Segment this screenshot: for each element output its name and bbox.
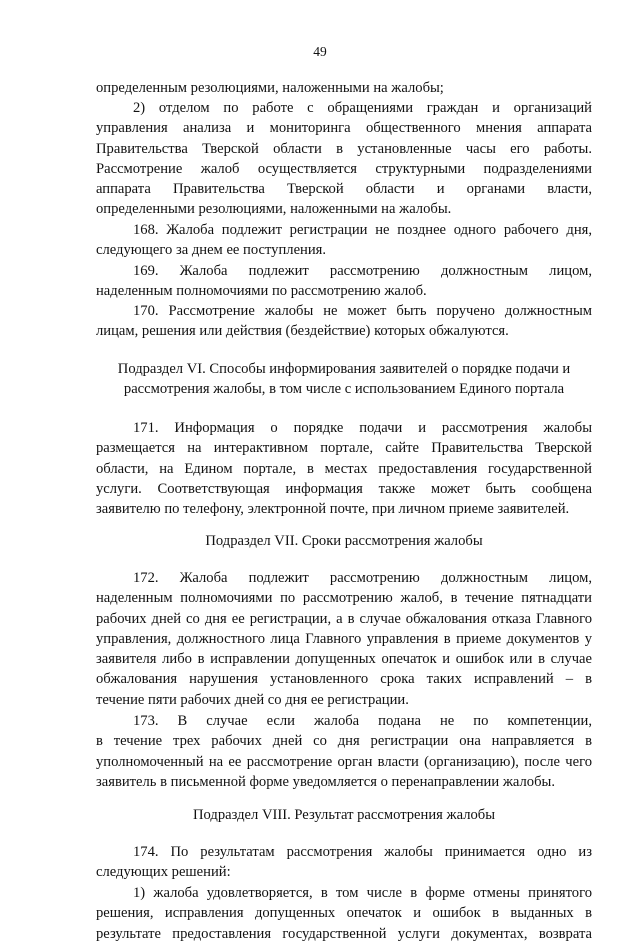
text-line: 170. Рассмотрение жалобы не может быть поручено должностным bbox=[133, 303, 592, 319]
text-line: уполномоченный на ее рассмотрение орган власти (организацию), после чего bbox=[96, 753, 592, 770]
text-line: следующих решений: bbox=[96, 864, 231, 881]
text-line: результате предоставления государственной услуги документах, возврата bbox=[96, 925, 592, 942]
text-line: 2) отделом по работе с обращениями граждан и организаций bbox=[133, 100, 592, 116]
text-line: аппарата Правительства Тверской области и органами власти, bbox=[96, 181, 592, 198]
text-line: Рассмотрение жалоб осуществляется структурными подразделениями bbox=[96, 160, 592, 177]
text-line: управления анализа и мониторинга общественного мнения аппарата bbox=[96, 120, 592, 137]
section-heading-6 bbox=[96, 359, 592, 400]
heading-line: Подраздел VIII. Результат рассмотрения жалобы bbox=[193, 807, 495, 823]
text-line: течение пяти рабочих дней со дня ее регистрации. bbox=[96, 691, 409, 708]
text-line: Правительства Тверской области в установленные часы его работы. bbox=[96, 140, 592, 157]
paragraph-continuation bbox=[96, 78, 592, 98]
text-line: 169. Жалоба подлежит рассмотрению должностным лицом, bbox=[133, 263, 592, 279]
text-line: 172. Жалоба подлежит рассмотрению должностным лицом, bbox=[133, 570, 592, 586]
text-line: 174. По результатам рассмотрения жалобы принимается одно из bbox=[133, 844, 592, 860]
section-heading-7 bbox=[96, 531, 592, 551]
text-line: рабочих дней со дня ее регистрации, а в случае обжалования отказа Главного bbox=[96, 610, 592, 627]
text-line: области, на Едином портале, в местах предоставления государственной bbox=[96, 460, 592, 477]
text-line: заявитель в письменной форме уведомляется о перенаправлении жалобы. bbox=[96, 773, 555, 790]
text-line: решения, исправления допущенных опечаток и ошибок в выданных в bbox=[96, 905, 592, 922]
text-line: управления, должностного лица Главного управления в приеме документов у bbox=[96, 630, 592, 647]
paragraph-item-2 bbox=[96, 98, 592, 220]
text-line: определенными резолюциями, наложенными на жалобы. bbox=[96, 201, 452, 218]
section-heading-8 bbox=[96, 805, 592, 825]
text-line: определенным резолюциями, наложенными на жалобы; bbox=[96, 80, 444, 96]
text-line: размещается на интерактивном портале, сайте Правительства Тверской bbox=[96, 440, 592, 457]
text-line: лицам, решения или действия (бездействие) которых обжалуются. bbox=[96, 323, 509, 340]
paragraph-172 bbox=[96, 568, 592, 710]
text-line: следующего за днем ее поступления. bbox=[96, 242, 327, 259]
page-number: 49 bbox=[313, 44, 327, 59]
paragraph-171 bbox=[96, 418, 592, 519]
paragraph-168 bbox=[96, 220, 592, 261]
text-line: заявителю по телефону, электронной почте, при личном приеме заявителей. bbox=[96, 501, 570, 518]
paragraph-174 bbox=[96, 842, 592, 883]
text-line: заявителя либо в исправлении допущенных опечаток и ошибок или в случае bbox=[96, 651, 592, 668]
paragraph-173 bbox=[96, 711, 592, 792]
text-line: 1) жалоба удовлетворяется, в том числе в форме отмены принятого bbox=[133, 885, 592, 901]
paragraph-169 bbox=[96, 261, 592, 302]
text-line: в течение трех рабочих дней со дня регистрации она направляется в bbox=[96, 733, 592, 750]
heading-line: Подраздел VII. Сроки рассмотрения жалобы bbox=[205, 533, 483, 549]
text-line: 168. Жалоба подлежит регистрации не позднее одного рабочего дня, bbox=[133, 222, 592, 238]
heading-line: рассмотрения жалобы, в том числе с использованием Единого портала bbox=[123, 381, 565, 398]
paragraph-170 bbox=[96, 301, 592, 342]
text-line: обжалования нарушения установленного срока таких исправлений – в bbox=[96, 671, 592, 688]
text-line: услуги. Соответствующая информация также может быть сообщена bbox=[96, 480, 592, 497]
paragraph-174-item-1 bbox=[96, 883, 592, 944]
text-line: 173. В случае если жалоба подана не по компетенции, bbox=[133, 713, 592, 729]
text-line: наделенным полномочиями по рассмотрению жалоб, в течение пятнадцати bbox=[96, 590, 592, 607]
text-line: наделенным полномочиями по рассмотрению жалоб. bbox=[96, 283, 427, 300]
heading-line: Подраздел VI. Способы информирования заявителей о порядке подачи и bbox=[117, 361, 571, 377]
text-line: 171. Информация о порядке подачи и рассмотрения жалобы bbox=[133, 420, 592, 436]
